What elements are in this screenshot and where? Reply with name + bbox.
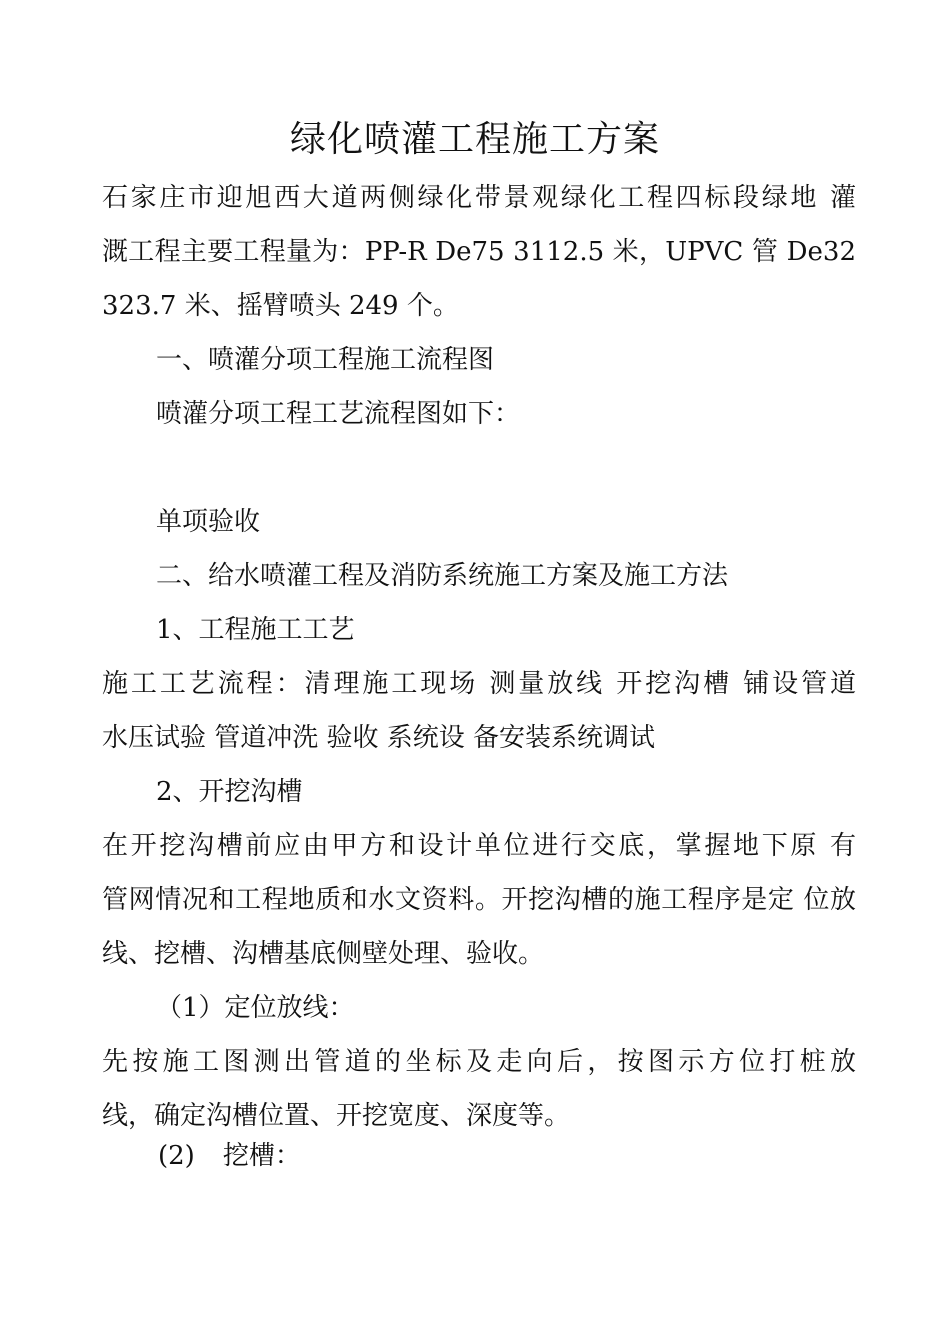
trench-paragraph-line-2: 管网情况和工程地质和水文资料。开挖沟槽的施工程序是定 位放 [102, 885, 856, 915]
flowchart-caption: 喷灌分项工程工艺流程图如下： [156, 399, 521, 429]
item-2-heading [158, 1138, 301, 1174]
process-flow-line-2: 水压试验 管道冲洗 验收 系统设 备安装系统调试 [102, 723, 656, 753]
subsection-1-heading: 1、工程施工工艺 [156, 615, 355, 645]
trench-paragraph-line-3: 线、挖槽、沟槽基底侧壁处理、验收。 [102, 939, 545, 969]
intro-line-1: 石家庄市迎旭西大道两侧绿化带景观绿化工程四标段绿地 灌 [102, 183, 856, 213]
item-1-line-1: 先按施工图测出管道的坐标及走向后，按图示方位打桩放 [102, 1047, 856, 1077]
section-1-heading: 一、喷灌分项工程施工流程图 [156, 345, 495, 375]
intro-line-2: 溉工程主要工程量为：PP-R De75 3112.5 米，UPVC 管 De32 [102, 237, 856, 267]
process-flow-line-1: 施工工艺流程：清理施工现场 测量放线 开挖沟槽 铺设管道 [102, 669, 856, 699]
item-2-label: 挖槽： [222, 1141, 301, 1171]
subsection-2-heading: 2、开挖沟槽 [156, 777, 303, 807]
flowchart-final-step: 单项验收 [156, 507, 261, 537]
trench-paragraph-line-1: 在开挖沟槽前应由甲方和设计单位进行交底，掌握地下原 有 [102, 831, 856, 861]
item-2-number: (2) [158, 1141, 195, 1171]
item-1-label: （1）定位放线： [156, 993, 355, 1023]
intro-line-3: 323.7 米、摇臂喷头 249 个。 [102, 291, 459, 321]
document-title: 绿化喷灌工程施工方案 [289, 119, 660, 160]
section-2-heading: 二、给水喷灌工程及消防系统施工方案及施工方法 [156, 561, 729, 591]
item-1-line-2: 线，确定沟槽位置、开挖宽度、深度等。 [102, 1101, 571, 1131]
